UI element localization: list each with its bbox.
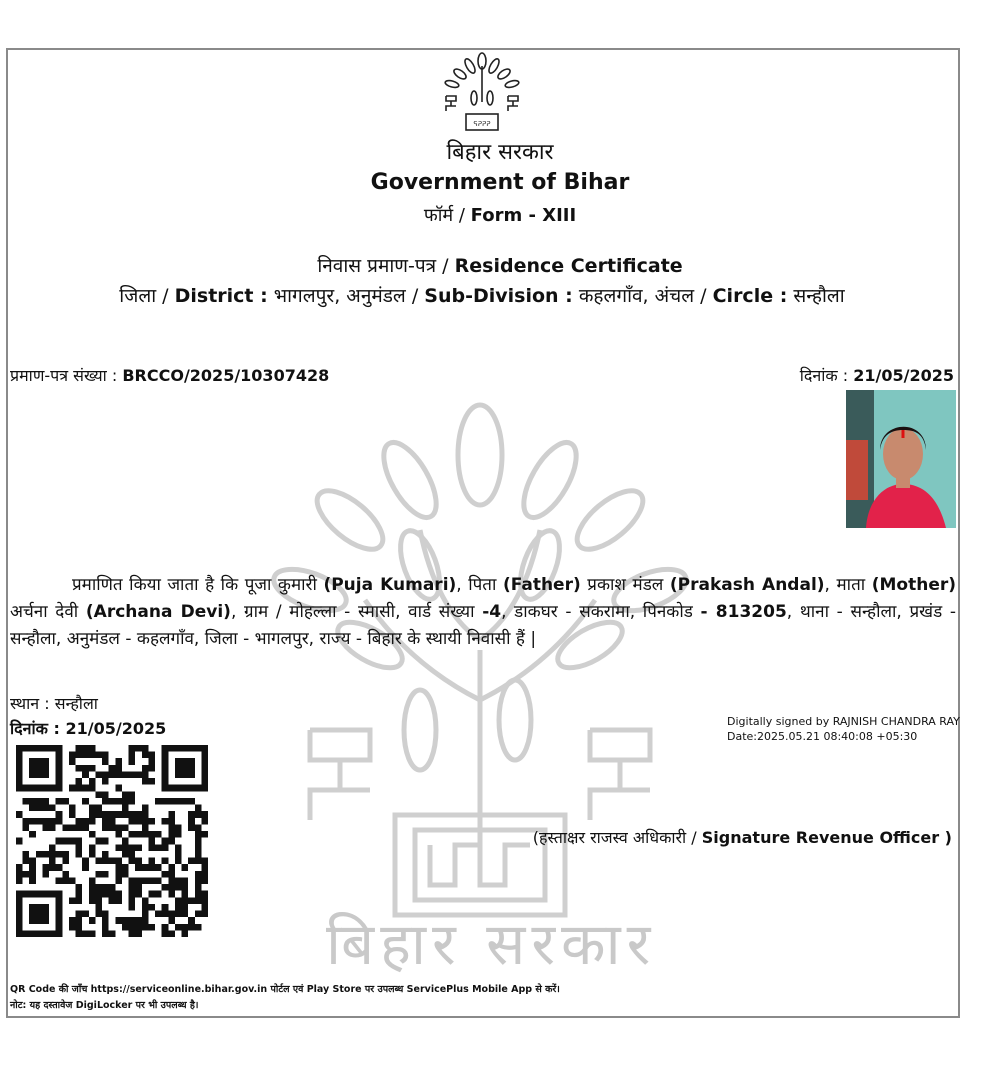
- circle-label-hindi: अंचल: [654, 285, 695, 307]
- govt-english: Government of Bihar: [370, 170, 630, 195]
- address-text: , ग्राम / मोहल्ला - स्मासी, वार्ड संख्या: [230, 602, 483, 622]
- digilocker-note: नोट: यह दस्तावेज DigiLocker पर भी उपलब्ध है।: [10, 1000, 199, 1011]
- issue-date: 21/05/2025: [853, 366, 954, 385]
- form-english: Form - XIII: [470, 205, 577, 226]
- certificate-title: निवास प्रमाण-पत्र / Residence Certificate: [317, 255, 683, 277]
- residence-statement: , थाना - सन्हौला, प्रखंड - सन्हौला, अनुमंडल - कहलगाँव, जिला - भागलपुर, राज्य - बिहार के स्थायी निवासी हैं |: [10, 602, 957, 649]
- applicant-name-english: (Puja Kumari): [323, 575, 457, 595]
- subdivision-label-english: Sub-Division :: [424, 285, 573, 307]
- mother-name-hindi: अर्चना देवी: [10, 602, 86, 622]
- digital-signature-date: Date:2025.05.21 08:40:08 +05:30: [727, 730, 918, 743]
- signature-hindi: (हस्ताक्षर राजस्व अधिकारी /: [532, 828, 697, 847]
- district-label-english: District :: [174, 285, 268, 307]
- certificate-number-line: [10, 364, 329, 386]
- father-name-english: (Prakash Andal): [669, 575, 825, 595]
- footer-date-line: दिनांक : 21/05/2025: [10, 719, 167, 738]
- applicant-photo: [846, 390, 956, 528]
- certificate-body: [10, 572, 956, 653]
- body-text-3: , पिता: [456, 575, 503, 595]
- cert-title-english: Residence Certificate: [454, 255, 683, 277]
- circle-label-english: Circle :: [712, 285, 788, 307]
- circle-value: सन्हौला: [793, 285, 845, 307]
- post-office-text: , डाकघर - सकरामा, पिनकोड: [501, 602, 701, 622]
- district-value: भागलपुर,: [273, 285, 341, 307]
- signature-caption: [533, 826, 952, 848]
- qr-verification-note: QR Code की जाँच https://serviceonline.bihar.gov.in पोर्टल एवं Play Store पर उपलब्ध ServicePlus Mobile App से करें।: [10, 984, 560, 995]
- district-label-hindi: जिला: [119, 285, 157, 307]
- emblem-label: ᕋᕈᕈᕈ: [473, 120, 491, 128]
- cert-title-hindi: निवास प्रमाण-पत्र: [317, 255, 437, 277]
- cert-number: BRCCO/2025/10307428: [122, 366, 330, 385]
- form-hindi: फॉर्म: [423, 205, 454, 226]
- body-text-7: , माता: [824, 575, 872, 595]
- pincode: - 813205: [700, 602, 787, 622]
- mother-name-english: (Archana Devi): [85, 602, 231, 622]
- subdivision-label-hindi: अनुमंडल: [346, 285, 406, 307]
- subdivision-value: कहलगाँव,: [578, 285, 649, 307]
- mother-label: (Mother): [871, 575, 956, 595]
- signature-english: Signature Revenue Officer ): [701, 828, 952, 847]
- form-line: फॉर्म / Form - XIII: [423, 205, 577, 226]
- cert-number-label: प्रमाण-पत्र संख्या :: [10, 366, 118, 385]
- place-line: स्थान : सन्हौला: [10, 694, 98, 713]
- father-name-hindi: प्रकाश मंडल: [580, 575, 670, 595]
- watermark-text: बिहार सरकार: [326, 910, 657, 978]
- digital-signature: [727, 714, 960, 744]
- qr-code[interactable]: [16, 745, 208, 937]
- bihar-emblem-logo: [440, 52, 524, 132]
- body-text-1: प्रमाणित किया जाता है कि पूजा कुमारी: [72, 575, 324, 595]
- issue-date-line: [800, 364, 954, 386]
- ward-number: -4: [482, 602, 502, 622]
- location-line: जिला / District : भागलपुर, अनुमंडल / Sub-Division : कहलगाँव, अंचल / Circle : सन्हौला: [119, 285, 845, 307]
- digital-signature-name: Digitally signed by RAJNISH CHANDRA RAY: [727, 715, 960, 728]
- issue-date-label: दिनांक :: [799, 366, 849, 385]
- govt-hindi: बिहार सरकार: [446, 140, 554, 165]
- father-label: (Father): [502, 575, 581, 595]
- certificate-statement: [10, 572, 956, 653]
